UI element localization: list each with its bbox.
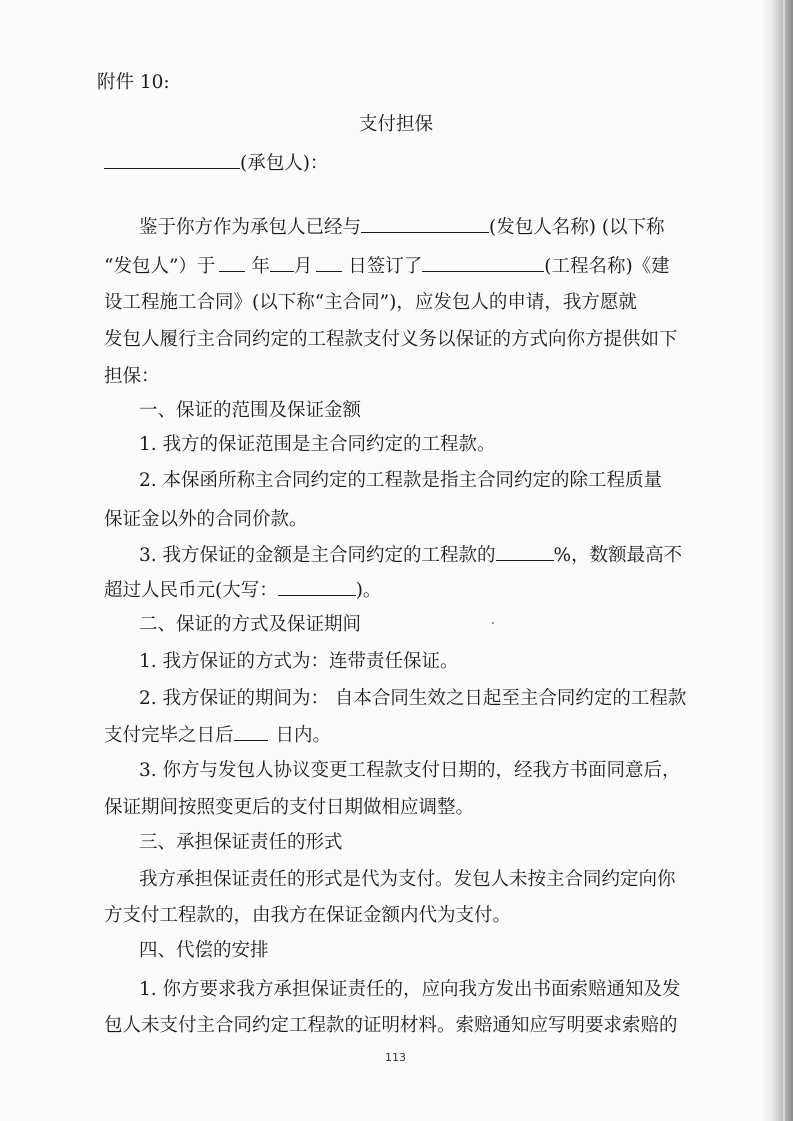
page-fold-line [783,0,785,1121]
section-2-item-1: 1. 我方保证的方式为：连带责任保证。 [139,651,459,672]
section-1-heading: 一、保证的范围及保证金额 [139,400,362,421]
section-4-item-1a: 1. 你方要求我方承担保证责任的，应向我方发出书面索赔通知及发 [139,979,681,1000]
section-4-item-1b: 包人未支付主合同约定工程款的证明材料。索赔通知应写明要求索赔的 [104,1015,678,1036]
year-blank [219,254,245,272]
section-2-item-2a: 2. 我方保证的期间为： 自本合同生效之日起至主合同约定的工程款 [139,688,687,709]
days-blank [234,723,268,741]
section-2-heading: 二、保证的方式及保证期间 [139,614,362,635]
attachment-label: 附件 10: [97,72,170,93]
section-3-para-1: 我方承担保证责任的形式是代为支付。发包人未按主合同约定向你 [139,869,676,890]
section-2-item-3a: 3. 你方与发包人协议变更工程款支付日期的，经我方书面同意后， [139,760,681,781]
contractor-name-blank [104,151,240,169]
day-blank [316,254,342,272]
section-2-item-3b: 保证期间按照变更后的支付日期做相应调整。 [104,797,475,818]
employer-name-blank [361,215,489,233]
amount-in-words-blank [278,578,356,596]
project-name-blank [422,254,544,272]
section-1-item-1: 1. 我方的保证范围是主合同约定的工程款。 [139,434,496,455]
section-1-item-2a: 2. 本保函所称主合同约定的工程款是指主合同约定的除工程质量 [139,470,663,491]
percentage-blank [496,543,554,561]
intro-line-2: “发包人”）于 年 月 日签订了 (工程名称)《建 [104,256,670,277]
document-title: 支付担保 [359,114,434,135]
section-1-item-2b: 保证金以外的合同价款。 [104,509,308,530]
section-3-heading: 三、承担保证责任的形式 [139,832,343,853]
scan-speck [492,622,494,624]
section-1-item-3a: 3. 我方保证的金额是主合同约定的工程款的 %，数额最高不 [139,545,683,566]
month-blank [270,254,294,272]
intro-line-3: 设工程施工合同》(以下称“主合同”)，应发包人的申请，我方愿就 [104,292,637,313]
page-number: 113 [385,1051,406,1064]
section-1-item-3b: 超过人民币元(大写： )。 [104,580,382,601]
page-edge-shadow [761,0,793,1121]
section-2-item-2b: 支付完毕之日后 日内。 [104,725,332,746]
intro-line-1: 鉴于你方作为承包人已经与 (发包人名称) (以下称 [139,217,665,238]
section-4-heading: 四、代偿的安排 [139,940,269,961]
section-3-para-2: 方支付工程款的，由我方在保证金额内代为支付。 [104,905,512,926]
intro-line-4: 发包人履行主合同约定的工程款支付义务以保证的方式向你方提供如下 [104,329,678,350]
intro-line-5: 担保： [104,366,160,387]
addressee-line: (承包人)： [104,151,328,176]
